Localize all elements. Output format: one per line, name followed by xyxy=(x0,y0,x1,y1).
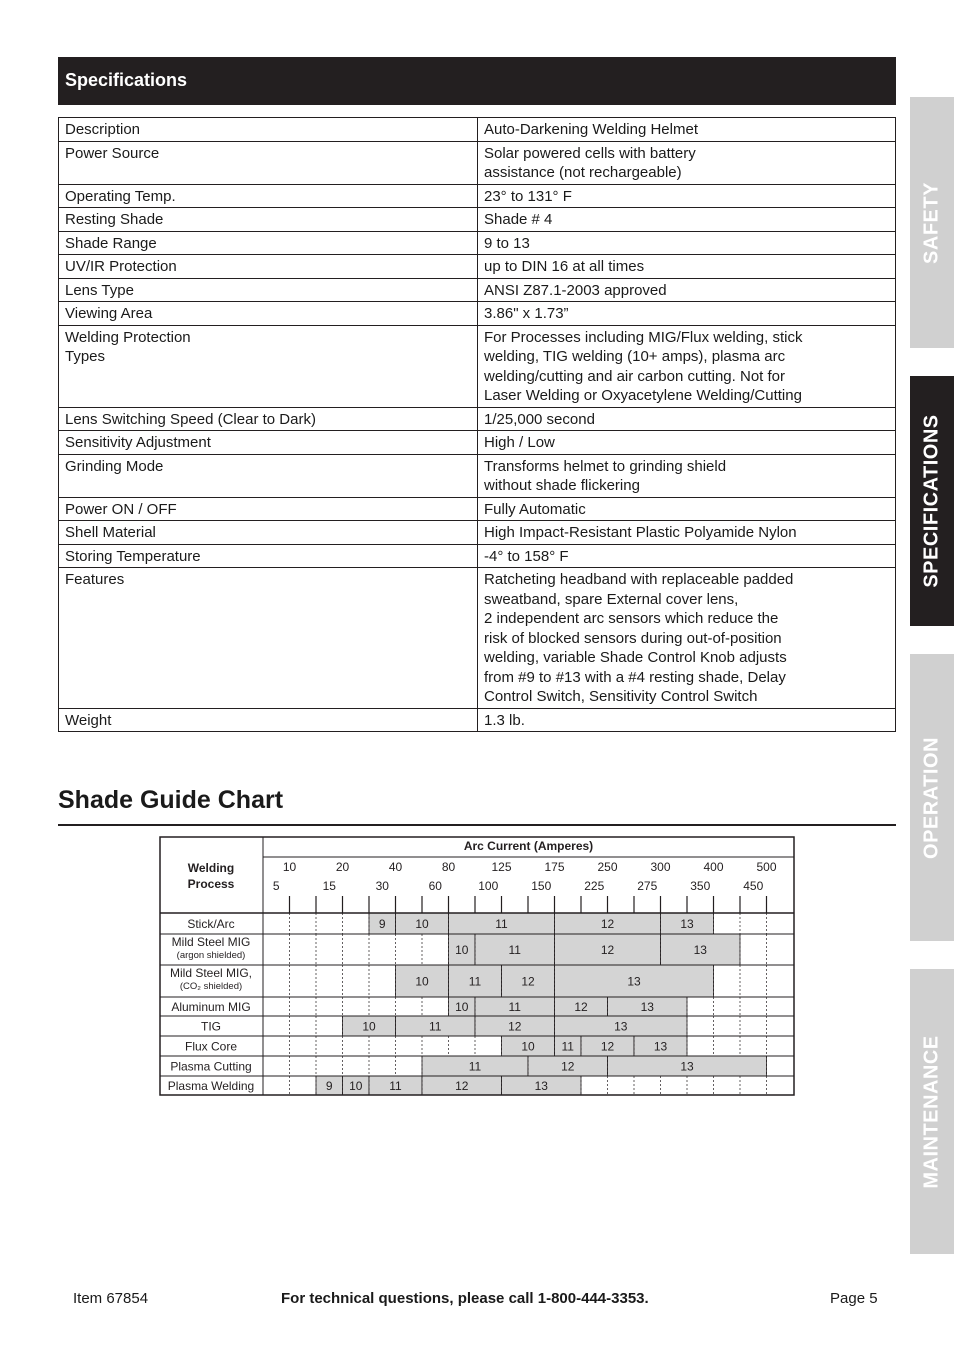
spec-label: Lens Type xyxy=(59,278,478,302)
spec-label: Storing Temperature xyxy=(59,544,478,568)
shade-number: 11 xyxy=(468,974,482,989)
spec-value-line: ANSI Z87.1-2003 approved xyxy=(484,281,667,299)
support-phone: For technical questions, please call 1-800-444-3353. xyxy=(281,1290,649,1307)
spec-value-line: Shade # 4 xyxy=(484,211,553,228)
spec-label: Features xyxy=(59,568,478,709)
spec-value-line: For Processes including MIG/Flux welding, stick xyxy=(484,328,803,346)
spec-row xyxy=(59,568,896,709)
spec-value-line: -4° to 158° F xyxy=(484,547,569,565)
shade-number: 13 xyxy=(614,1019,628,1034)
spec-value-line: Fully Automatic xyxy=(484,500,586,518)
spec-value-line: up to DIN 16 at all times xyxy=(484,258,645,275)
spec-row xyxy=(59,325,896,407)
spec-value-line: High Impact-Resistant Plastic Polyamide Nylon xyxy=(484,524,797,541)
shade-number: 9 xyxy=(378,917,386,931)
spec-label: Description xyxy=(59,118,478,142)
spec-label-line: Welding Protection xyxy=(65,328,191,346)
spec-value-line: Control Switch, Sensitivity Control Switch xyxy=(484,688,758,705)
spec-label: Shell Material xyxy=(59,521,478,545)
spec-label: Power ON / OFF xyxy=(59,497,478,521)
process-label: Aluminum MIG xyxy=(171,1000,251,1014)
shade-number: 13 xyxy=(627,974,641,989)
shade-number: 11 xyxy=(561,1039,574,1054)
spec-row xyxy=(59,141,896,184)
process-label: Mild Steel MIG xyxy=(171,935,251,949)
spec-label: Sensitivity Adjustment xyxy=(59,431,478,455)
shade-number: 9 xyxy=(325,1079,333,1093)
shade-number: 12 xyxy=(508,1019,522,1034)
spec-value xyxy=(478,231,896,255)
shade-number: 12 xyxy=(561,1059,575,1074)
current-label: 100 xyxy=(478,879,499,893)
spec-value xyxy=(478,407,896,431)
current-label: 80 xyxy=(441,860,456,874)
spec-value-line: risk of blocked sensors during out-of-position xyxy=(484,629,782,647)
spec-value-line: assistance (not rechargeable) xyxy=(484,164,682,181)
shade-number: 13 xyxy=(680,1059,694,1074)
current-label: 30 xyxy=(375,879,389,893)
spec-label: Shade Range xyxy=(59,231,478,255)
shade-number: 10 xyxy=(455,943,469,957)
shade-number: 13 xyxy=(534,1079,548,1093)
spec-value-line: Ratcheting headband with replaceable padded xyxy=(484,571,794,588)
spec-label: Viewing Area xyxy=(59,302,478,326)
spec-value xyxy=(478,325,896,407)
shade-number: 12 xyxy=(455,1079,469,1093)
current-label: 175 xyxy=(544,860,565,874)
shade-guide-title: Shade Guide Chart xyxy=(58,786,284,814)
spec-value xyxy=(478,521,896,545)
spec-label: Weight xyxy=(59,708,478,732)
spec-row xyxy=(59,208,896,232)
spec-label: Operating Temp. xyxy=(59,184,478,208)
spec-label: Power Source xyxy=(59,141,478,184)
spec-value-line: from #9 to #13 with a #4 resting shade, Delay xyxy=(484,668,786,686)
shade-number: 12 xyxy=(521,974,535,989)
shade-number: 11 xyxy=(429,1019,442,1034)
current-label: 150 xyxy=(531,879,552,893)
shade-number: 11 xyxy=(468,1059,482,1074)
shade-number: 10 xyxy=(455,1000,469,1014)
current-label: 450 xyxy=(743,879,764,893)
shade-guide-chart xyxy=(158,835,798,1099)
spec-value-line: 9 to 13 xyxy=(484,234,530,252)
spec-value-line: 1/25,000 second xyxy=(484,410,595,428)
spec-value-line: welding/cutting and air carbon cutting. Not for xyxy=(484,367,786,385)
current-label: 40 xyxy=(388,860,403,874)
title-divider xyxy=(58,824,896,826)
current-label: 300 xyxy=(650,860,671,874)
spec-value-line: 2 independent arc sensors which reduce the xyxy=(484,610,779,627)
current-label: 10 xyxy=(282,860,297,874)
shade-number: 10 xyxy=(415,917,429,931)
spec-value-line: High / Low xyxy=(484,434,555,451)
spec-label: Resting Shade xyxy=(59,208,478,232)
spec-value xyxy=(478,431,896,455)
process-label: Plasma Welding xyxy=(167,1079,255,1093)
shade-number: 12 xyxy=(574,1000,588,1014)
tab-safety[interactable]: SAFETY xyxy=(910,97,954,348)
shade-number: 10 xyxy=(415,974,429,989)
spec-value xyxy=(478,497,896,521)
current-label: 250 xyxy=(597,860,618,874)
spec-label-line: Types xyxy=(65,348,106,365)
shade-number: 12 xyxy=(600,943,615,957)
process-header: Process xyxy=(187,877,235,891)
spec-value-line: welding, variable Shade Control Knob adjusts xyxy=(484,649,787,666)
spec-value-line: 1.3 lb. xyxy=(484,711,525,729)
spec-value xyxy=(478,208,896,232)
shade-number: 10 xyxy=(362,1019,376,1034)
spec-value xyxy=(478,302,896,326)
specifications-table xyxy=(58,117,896,732)
spec-row xyxy=(59,708,896,732)
shade-number: 13 xyxy=(640,1000,654,1014)
spec-row xyxy=(59,278,896,302)
spec-row xyxy=(59,184,896,208)
shade-number: 12 xyxy=(600,1039,615,1054)
spec-value xyxy=(478,255,896,279)
process-sublabel: (argon shielded) xyxy=(176,950,246,961)
spec-label: Lens Switching Speed (Clear to Dark) xyxy=(59,407,478,431)
spec-label xyxy=(59,325,478,407)
spec-value-line: sweatband, spare External cover lens, xyxy=(484,590,739,608)
spec-label: UV/IR Protection xyxy=(59,255,478,279)
spec-value-line: Laser Welding or Oxyacetylene Welding/Cutting xyxy=(484,387,802,404)
page-number: Page 5 xyxy=(830,1290,878,1307)
spec-row xyxy=(59,454,896,497)
shade-number: 12 xyxy=(600,917,615,931)
spec-value-line: 23° to 131° F xyxy=(484,187,572,205)
spec-value xyxy=(478,118,896,142)
spec-value xyxy=(478,708,896,732)
shade-number: 11 xyxy=(508,1000,521,1014)
spec-value-line: Auto-Darkening Welding Helmet xyxy=(484,121,698,138)
current-label: 400 xyxy=(703,860,724,874)
spec-row xyxy=(59,431,896,455)
spec-value-line: 3.86" x 1.73” xyxy=(484,305,569,322)
tab-maintenance[interactable]: MAINTENANCE xyxy=(910,969,954,1254)
spec-value xyxy=(478,184,896,208)
item-number: Item 67854 xyxy=(73,1290,149,1307)
current-label: 60 xyxy=(428,879,442,893)
shade-number: 11 xyxy=(495,917,508,931)
current-label: 125 xyxy=(491,860,512,874)
current-label: 350 xyxy=(690,879,711,893)
process-label: Mild Steel MIG, xyxy=(169,966,253,980)
current-label: 15 xyxy=(322,879,336,893)
spec-row xyxy=(59,521,896,545)
shade-number: 10 xyxy=(349,1079,363,1093)
current-label: 20 xyxy=(335,860,350,874)
shade-number: 13 xyxy=(680,917,694,931)
process-sublabel: (CO₂ shielded) xyxy=(179,981,243,992)
process-label: Stick/Arc xyxy=(187,917,235,931)
spec-value xyxy=(478,278,896,302)
current-label: 5 xyxy=(272,879,280,893)
spec-row xyxy=(59,544,896,568)
current-label: 500 xyxy=(756,860,777,874)
specifications-header: Specifications xyxy=(58,57,896,105)
shade-number: 13 xyxy=(653,1039,668,1054)
spec-label: Grinding Mode xyxy=(59,454,478,497)
shade-number: 13 xyxy=(693,943,707,957)
shade-number: 11 xyxy=(389,1079,402,1093)
spec-row xyxy=(59,407,896,431)
current-label: 275 xyxy=(637,879,658,893)
spec-value-line: Transforms helmet to grinding shield xyxy=(484,457,727,475)
arc-current-header: Arc Current (Amperes) xyxy=(463,839,594,853)
spec-value xyxy=(478,568,896,709)
spec-row xyxy=(59,497,896,521)
spec-row xyxy=(59,231,896,255)
process-label: Plasma Cutting xyxy=(170,1059,252,1074)
spec-value xyxy=(478,141,896,184)
current-label: 225 xyxy=(584,879,605,893)
process-label: TIG xyxy=(201,1019,221,1034)
tab-operation[interactable]: OPERATION xyxy=(910,654,954,941)
spec-row xyxy=(59,118,896,142)
spec-row xyxy=(59,302,896,326)
spec-value xyxy=(478,454,896,497)
spec-value-line: Solar powered cells with battery xyxy=(484,144,696,162)
spec-value-line: without shade flickering xyxy=(484,477,640,494)
shade-number: 11 xyxy=(508,943,521,957)
spec-value xyxy=(478,544,896,568)
spec-row xyxy=(59,255,896,279)
shade-number: 10 xyxy=(521,1039,535,1054)
spec-value-line: welding, TIG welding (10+ amps), plasma arc xyxy=(484,348,786,365)
tab-specifications[interactable]: SPECIFICATIONS xyxy=(910,376,954,626)
process-header: Welding xyxy=(187,861,235,875)
process-label: Flux Core xyxy=(184,1039,238,1054)
